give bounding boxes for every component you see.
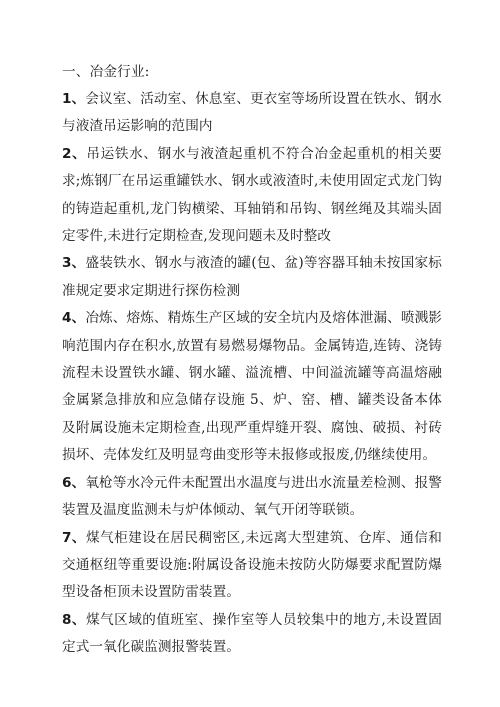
item-text: 盛装铁水、钢水与液渣的罐(包、盆)等容器耳轴未按国家标准规定要求定期进行探伤检测: [62, 255, 442, 299]
item-number: 8、: [62, 611, 86, 628]
item-text: 冶炼、熔炼、精炼生产区域的安全坑内及熔体泄漏、喷溅影响范围内存在积水,放置有易燃易爆物品。金属铸造,连铸、浇铸流程未设置铁水罐、钢水罐、溢流槽、中间溢流罐等高温熔融金属紧急排放和应急储存设施 5、炉、窑、槽、罐类设备本体及附属设施未定期检查,出现严重焊缝开裂、腐蚀、破损、衬砖损坏、壳体发红及明显弯曲变形等未报修或报废,仍继续使用。: [62, 310, 442, 464]
hazard-list: [62, 86, 442, 662]
item-text: 煤气区域的值班室、操作室等人员较集中的地方,未设置固定式一氧化碳监测报警装置。: [62, 611, 442, 656]
list-item: [62, 525, 442, 607]
item-number: 7、: [62, 529, 86, 546]
list-item: [62, 305, 442, 469]
item-number: 6、: [62, 474, 86, 491]
list-item: [62, 141, 442, 251]
item-number: 1、: [62, 91, 86, 107]
item-number: 3、: [62, 255, 86, 272]
item-text: 吊运铁水、钢水与液渣起重机不符合冶金起重机的相关要求;炼钢厂在吊运重罐铁水、钢水或液渣时,未使用固定式龙门钩的铸造起重机,龙门钩横梁、耳轴销和吊钩、钢丝绳及其端头固定零件,未进行定期检查,发现问题未及时整改: [62, 145, 442, 245]
list-item: [62, 607, 442, 662]
item-number: 2、: [62, 145, 87, 162]
item-number: 4、: [62, 310, 86, 327]
item-text: 煤气柜建设在居民稠密区,未远离大型建筑、仓库、通信和交通枢纽等重要设施:附属设备设施未按防火防爆要求配置防爆型设备柜顶未设置防雷装置。: [62, 529, 442, 601]
list-item: [62, 250, 442, 305]
section-heading: 一、冶金行业:: [62, 64, 150, 80]
item-text: 会议室、活动室、休息室、更衣室等场所设置在铁水、钢水与液渣吊运影响的范围内: [62, 91, 442, 135]
list-item: [62, 470, 442, 525]
list-item: [62, 86, 442, 141]
item-text: 氧枪等水冷元件未配置出水温度与进出水流量差检测、报警装置及温度监测未与炉体倾动、氧气开闭等联锁。: [62, 474, 442, 519]
